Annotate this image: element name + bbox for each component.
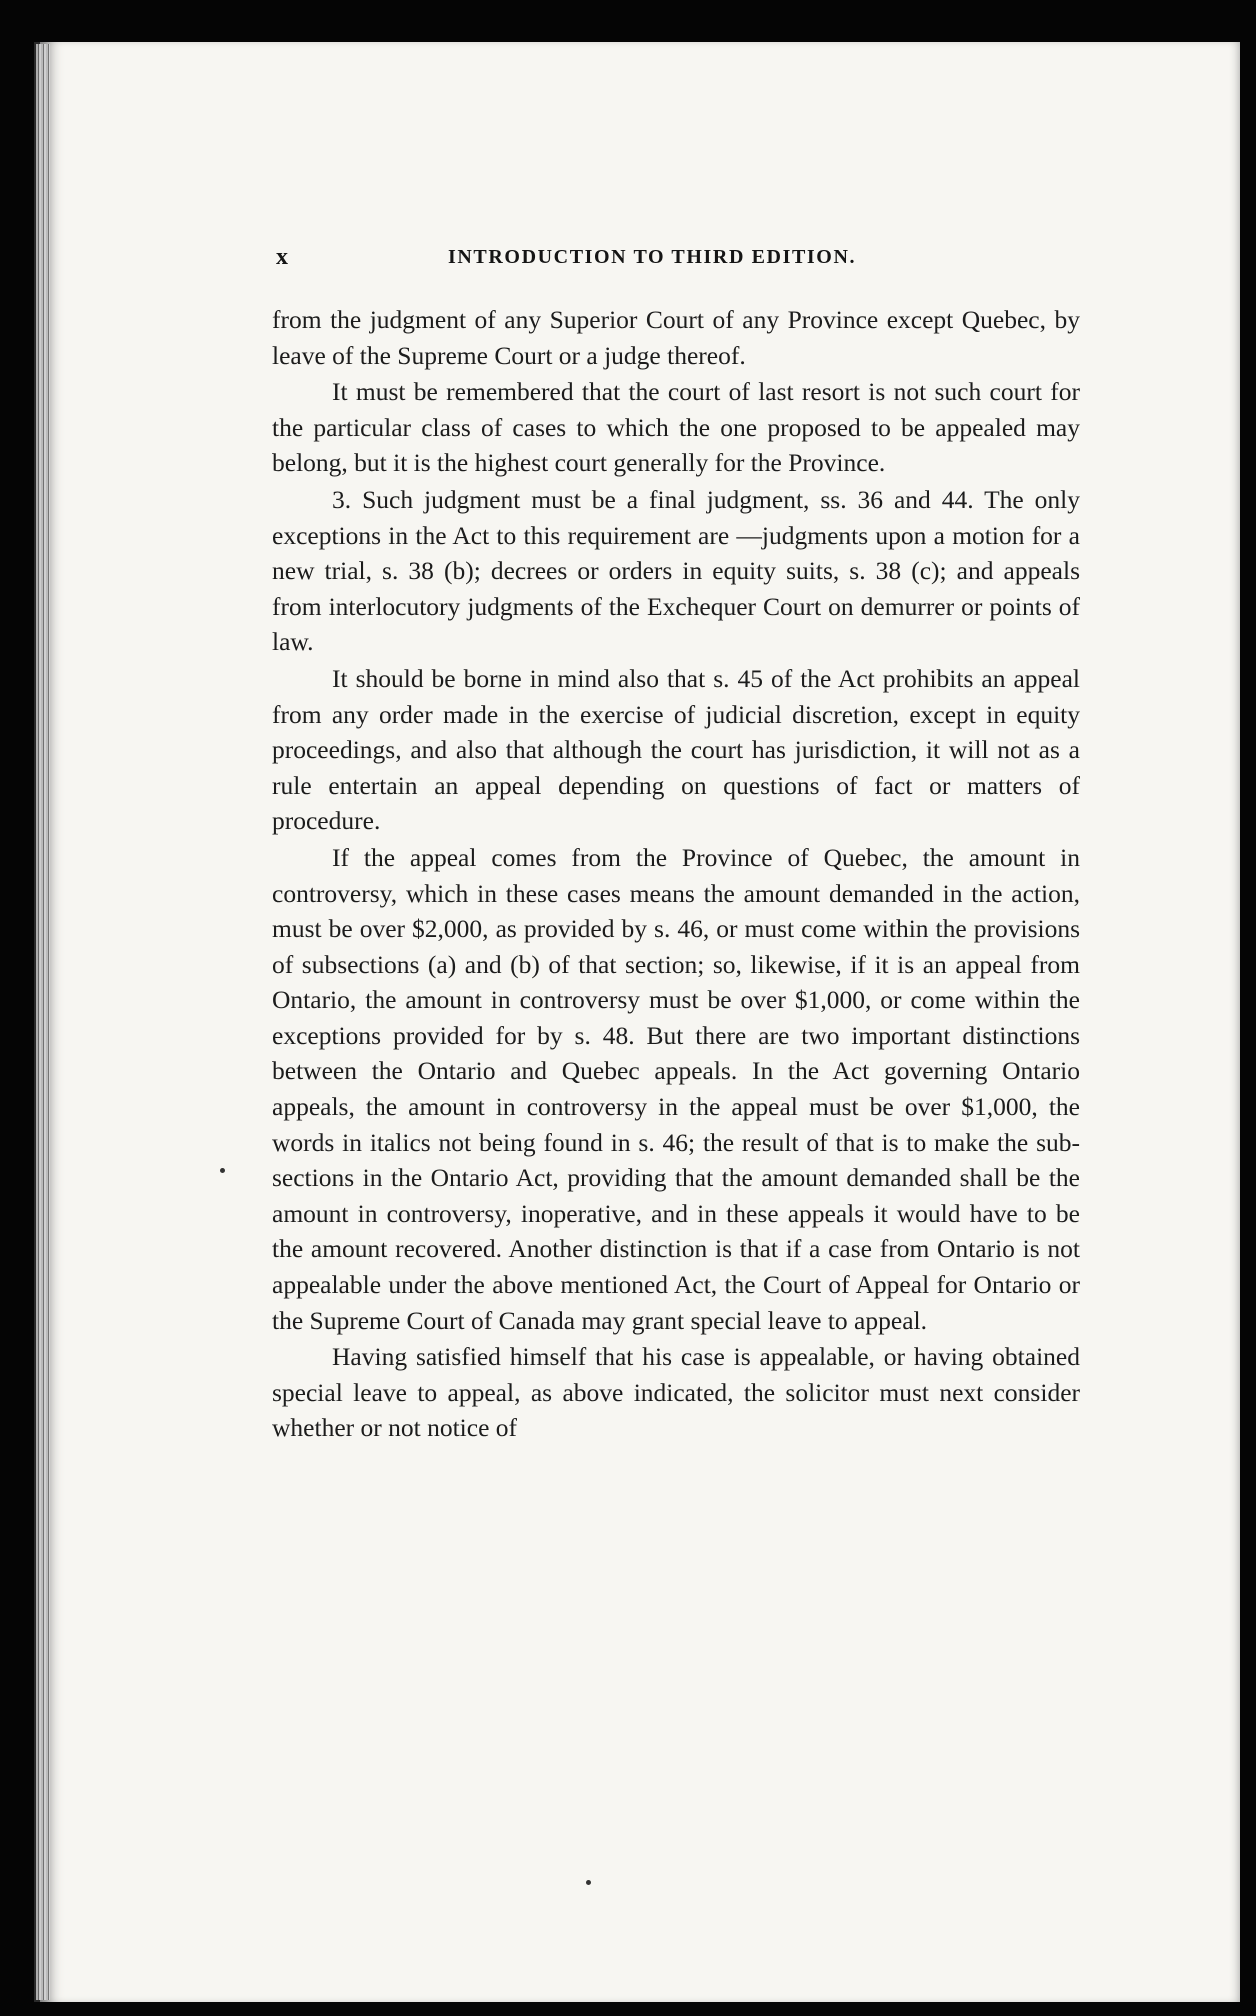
- paragraph-quebec-ontario: If the appeal comes from the Province of Quebec, the amount in controversy, which in these cases means the amount demanded in the action, must be over $2,000, as provided by s. 46, or must come within the provisions of subsections (a) and (b) of that section; so, likewise, if it is an appeal from Ontario, the amount in controversy must be over $1,000, or come within the exceptions provided for by s. 48. But there are two important distinctions between the Ontario and Quebec appeals. In the Act governing Ontario appeals, the amount in controversy in the appeal must be over $1,000, the words in italics not being found in s. 46; the result of that is to make the sub-sections in the Ontario Act, providing that the amount demanded shall be the amount in controversy, inoperative, and in these appeals it would have to be the amount recovered. Another distinction is that if a case from Ontario is not appealable under the above mentioned Act, the Court of Appeal for Ontario or the Supreme Court of Canada may grant special leave to appeal.: [272, 842, 1080, 1335]
- page-header: [276, 244, 1076, 274]
- page-edges: [36, 44, 50, 2000]
- paragraph-continued: from the judgment of any Superior Court of any Province except Quebec, by leave of the Supreme Court or a judge thereof.: [272, 305, 1080, 370]
- paragraph-court-of-last-resort: It must be remembered that the court of last resort is not such court for the particular class of cases to which the one proposed to be appealed may belong, but it is the highest court generally for the Province.: [272, 377, 1080, 478]
- speck-mark: [586, 1880, 591, 1885]
- running-title: INTRODUCTION TO THIRD EDITION.: [448, 246, 857, 268]
- paragraph-notice: Having satisfied himself that his case is appealable, or having obtained special leave to appeal, as above indicated, the solicitor must next consider whether or not notice of: [272, 1342, 1080, 1443]
- speck-mark: [220, 1168, 225, 1173]
- page-number: x: [276, 244, 288, 270]
- paragraph-final-judgment: 3. Such judgment must be a final judgment, ss. 36 and 44. The only exceptions in the Act to this requirement are —judgments upon a motion for a new trial, s. 38 (b); decrees or orders in equity suits, s. 38 (c); and appeals from interlocutory judgments of the Exchequer Court on demurrer or points of law.: [272, 484, 1080, 657]
- body-text: [272, 302, 1080, 1446]
- paragraph-judicial-discretion: It should be borne in mind also that s. 45 of the Act prohibits an appeal from any order made in the exercise of judicial discretion, except in equity proceedings, and also that although the court has jurisdiction, it will not as a rule entertain an appeal depending on questions of fact or matters of procedure.: [272, 663, 1080, 836]
